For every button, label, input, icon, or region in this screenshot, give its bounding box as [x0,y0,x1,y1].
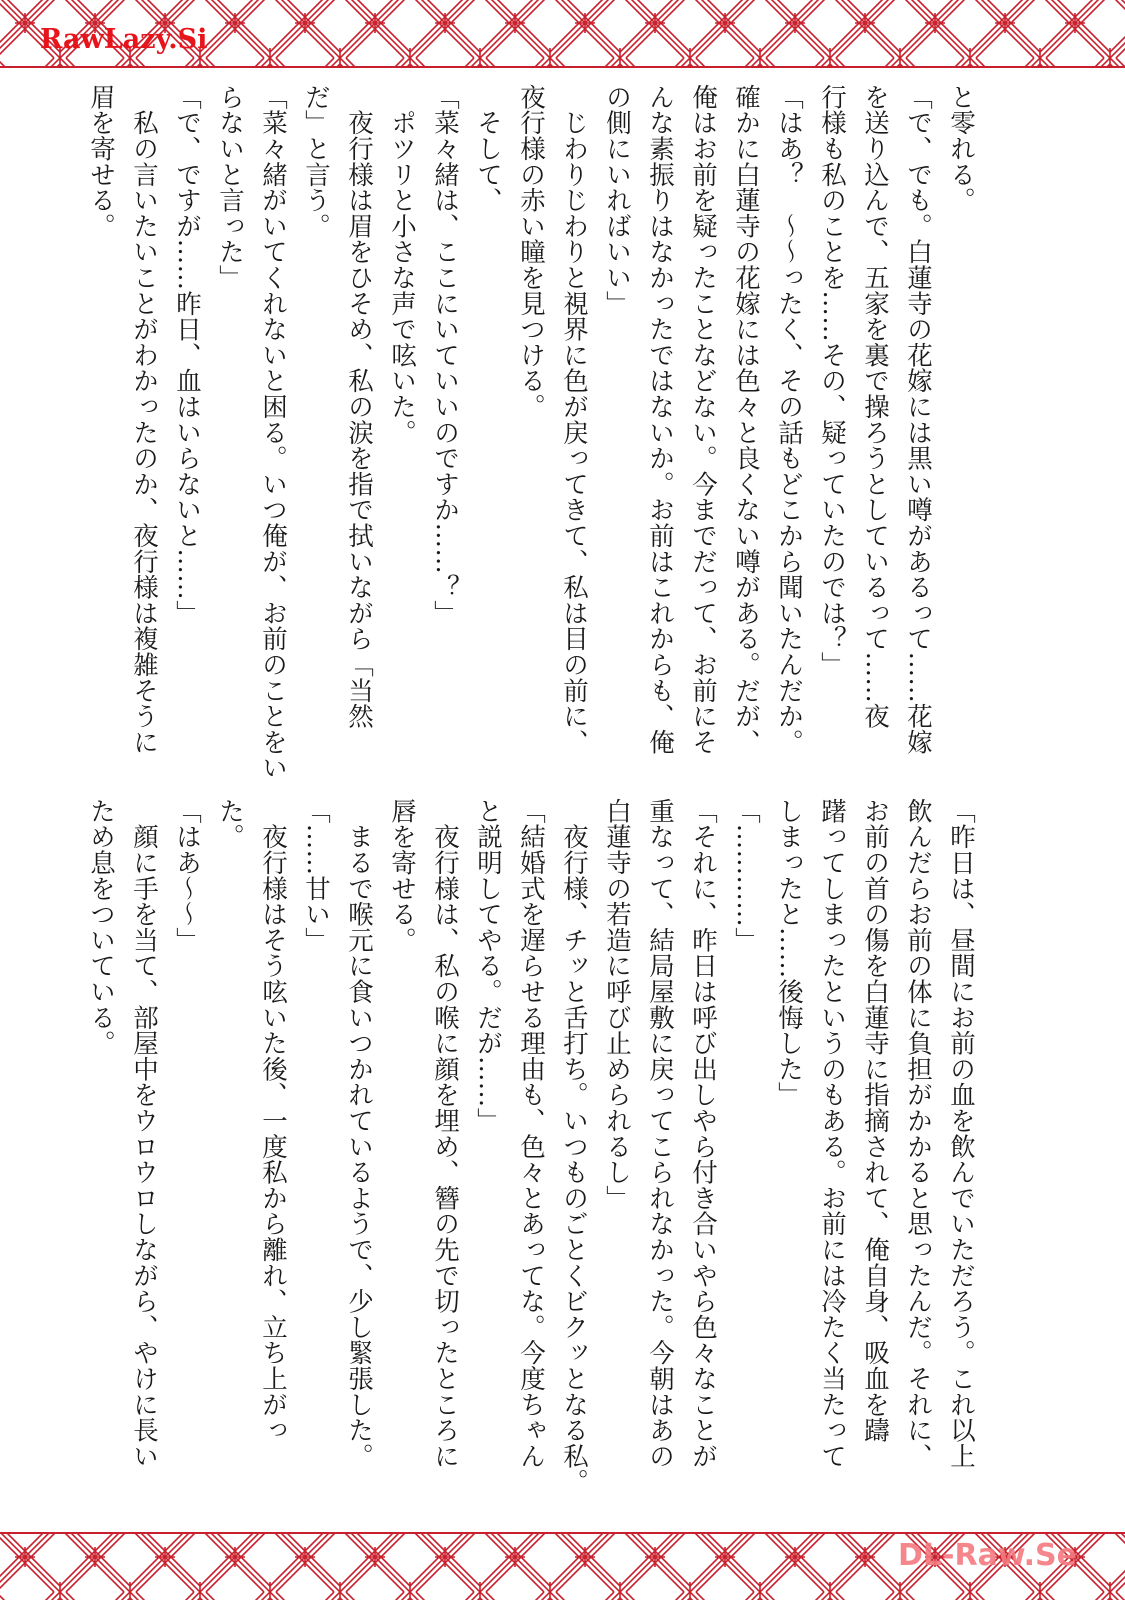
text-column: 「で、でも。白蓮寺の花嫁には黒い噂があるって……花嫁 [903,84,933,755]
text-column: 夜行様の赤い瞳を見つける。 [516,84,546,420]
text-column: 「昨日は、昼間にお前の血を飲んでいただろう。これ以上 [946,798,976,1469]
text-column: 「菜々緒がいてくれないと困る。いつ俺が、お前のことをい [258,84,288,781]
text-column: 俺はお前を疑ったことなどない。今までだって、お前にそ [688,84,718,755]
text-block-bottom [79,798,982,1495]
watermark-bottom-right: DL-Raw.Se [898,1538,1077,1573]
text-column: 重なって、結局屋敷に戻ってこられなかった。今朝はあの [645,798,675,1469]
text-column: 「はあ～～」 [172,798,202,953]
text-column: 眉を寄せる。 [86,84,116,239]
text-column: じわりじわりと視界に色が戻ってきて、私は目の前に、 [559,84,589,755]
text-column: まるで喉元に食いつかれているようで、少し緊張した。 [344,798,374,1469]
text-column: 夜行様、チッと舌打ち。いつものごとくビクッとなる私。 [559,798,589,1495]
text-column: 夜行様はそう呟いた後、一度私から離れ、立ち上がっ [258,798,288,1443]
text-column: らないと言った」 [215,84,245,291]
text-column: 飲んだらお前の体に負担がかかると思ったんだ。それに、 [903,798,933,1469]
text-column: しまったと……後悔した」 [774,798,804,1108]
text-column: 「結婚式を遅らせる理由も、色々とあってな。今度ちゃん [516,798,546,1469]
text-column: 「はあ？ ～～ったく、その話もどこから聞いたんだか。 [774,84,804,755]
text-column: 「……甘い」 [301,798,331,953]
text-column: を送り込んで、五家を裏で操ろうとしているって……夜 [860,84,890,729]
text-column: 「それに、昨日は呼び出しやら付き合いやら色々なことが [688,798,718,1469]
text-column: 夜行様は、私の喉に顔を埋め、簪の先で切ったところに [430,798,460,1469]
text-column: そして、 [473,84,503,213]
text-column: お前の首の傷を白蓮寺に指摘されて、俺自身、吸血を躊 [860,798,890,1443]
text-column: 私の言いたいことがわかったのか、夜行様は複雑そうに [129,84,159,755]
text-column: の側にいればいい」 [602,84,632,317]
text-column: 「で、ですが……昨日、血はいらないと……」 [172,84,202,626]
text-column: ポツリと小さな声で呟いた。 [387,84,417,446]
text-column: ため息をついている。 [86,798,116,1056]
text-column: 「…………」 [731,798,761,953]
text-block-top [79,84,982,781]
text-column: 夜行様は眉をひそめ、私の涙を指で拭いながら「当然 [344,84,374,729]
text-column: 行様も私のことを……その、疑っていたのでは？」 [817,84,847,678]
text-column: 顔に手を当て、部屋中をウロウロしながら、やけに長い [129,798,159,1469]
text-column: 「菜々緒は、ここにいていいのですか……？」 [430,84,460,626]
text-column: た。 [215,798,245,850]
text-column: 白蓮寺の若造に呼び止められるし」 [602,798,632,1211]
text-column: 唇を寄せる。 [387,798,417,953]
text-column: と零れる。 [946,84,976,213]
text-column: 確かに白蓮寺の花嫁には色々と良くない噂がある。だが、 [731,84,761,755]
text-column: んな素振りはなかったではないか。お前はこれからも、俺 [645,84,675,755]
text-column: だ」と言う。 [301,84,331,239]
text-column: と説明してやる。だが……」 [473,798,503,1134]
border-rule-top [0,66,1125,68]
text-column: 躇ってしまったというのもある。お前には冷たく当たって [817,798,847,1469]
watermark-top-left: RawLazy.Si [40,24,208,55]
